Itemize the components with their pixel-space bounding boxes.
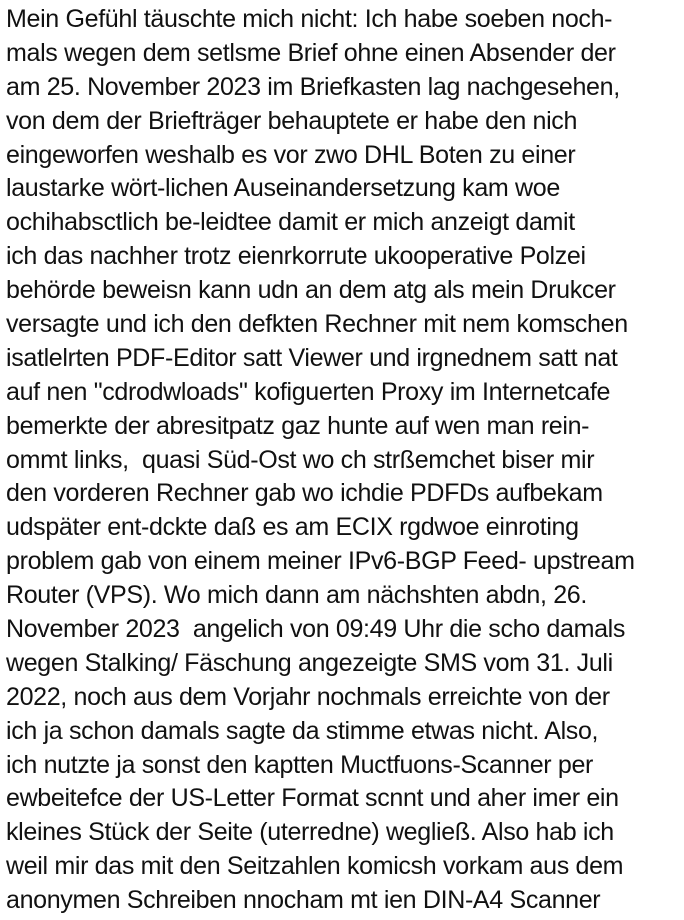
text-line: von dem der Briefträger behauptete er habe den nich	[6, 106, 578, 135]
text-line: Router (VPS). Wo mich dann am nächshten abdn, 26.	[6, 581, 587, 610]
text-line: ich das nachher trotz eienrkorrute ukooperative Polzei	[6, 242, 586, 271]
text-line: ochihabsctlich be-leidtee damit er mich anzeigt damit	[6, 208, 575, 237]
text-line: am 25. November 2023 im Briefkasten lag nachgesehen,	[6, 72, 620, 101]
text-line: isatlelrten PDF-Editor satt Viewer und irgnednem satt nat	[6, 343, 618, 372]
text-line: versagte und ich den defkten Rechner mit nem komschen	[6, 310, 628, 339]
text-line: ich nutzte ja sonst den kaptten Muctfuons-Scanner per	[6, 750, 594, 779]
text-line: eingeworfen weshalb es vor zwo DHL Boten zu einer	[6, 140, 576, 169]
text-line: ewbeitefce der US-Letter Format scnnt und aher imer ein	[6, 784, 619, 813]
text-line: auf nen "cdrodwloads" kofiguerten Proxy im Internetcafe	[6, 377, 611, 406]
text-line: bemerkte der abresitpatz gaz hunte auf wen man rein-	[6, 411, 590, 440]
text-line: weil mir das mit den Seitzahlen komicsh vorkam aus dem	[6, 852, 624, 881]
text-line: anonymen Schreiben nnocham mt ien DIN-A4 Scanner	[6, 886, 601, 915]
text-line: den vorderen Rechner gab wo ichdie PDFDs aufbekam	[6, 479, 603, 508]
text-line: behörde beweisn kann udn an dem atg als mein Drukcer	[6, 276, 616, 305]
text-line: kleines Stück der Seite (uterredne) wegließ. Also hab ich	[6, 818, 614, 847]
text-line: wegen Stalking/ Fäschung angezeigte SMS vom 31. Juli	[6, 648, 613, 677]
text-line: ich ja schon damals sagte da stimme etwas nicht. Also,	[6, 716, 599, 745]
text-line: mals wegen dem setlsme Brief ohne einen Absender der	[6, 38, 616, 67]
text-line: laustarke wört-lichen Auseinandersetzung kam woe	[6, 174, 560, 203]
text-line: udspäter ent-dckte daß es am ECIX rgdwoe einroting	[6, 513, 579, 542]
text-line: problem gab von einem meiner IPv6-BGP Feed- upstream	[6, 547, 635, 576]
text-line: November 2023 angelich von 09:49 Uhr die scho damals	[6, 615, 626, 644]
text-line: 2022, noch aus dem Vorjahr nochmals erreichte von der	[6, 682, 610, 711]
text-line: Mein Gefühl täuschte mich nicht: Ich habe soeben noch-	[6, 5, 613, 33]
text-line: ommt links, quasi Süd-Ost wo ch strßemchet biser mir	[6, 445, 595, 474]
